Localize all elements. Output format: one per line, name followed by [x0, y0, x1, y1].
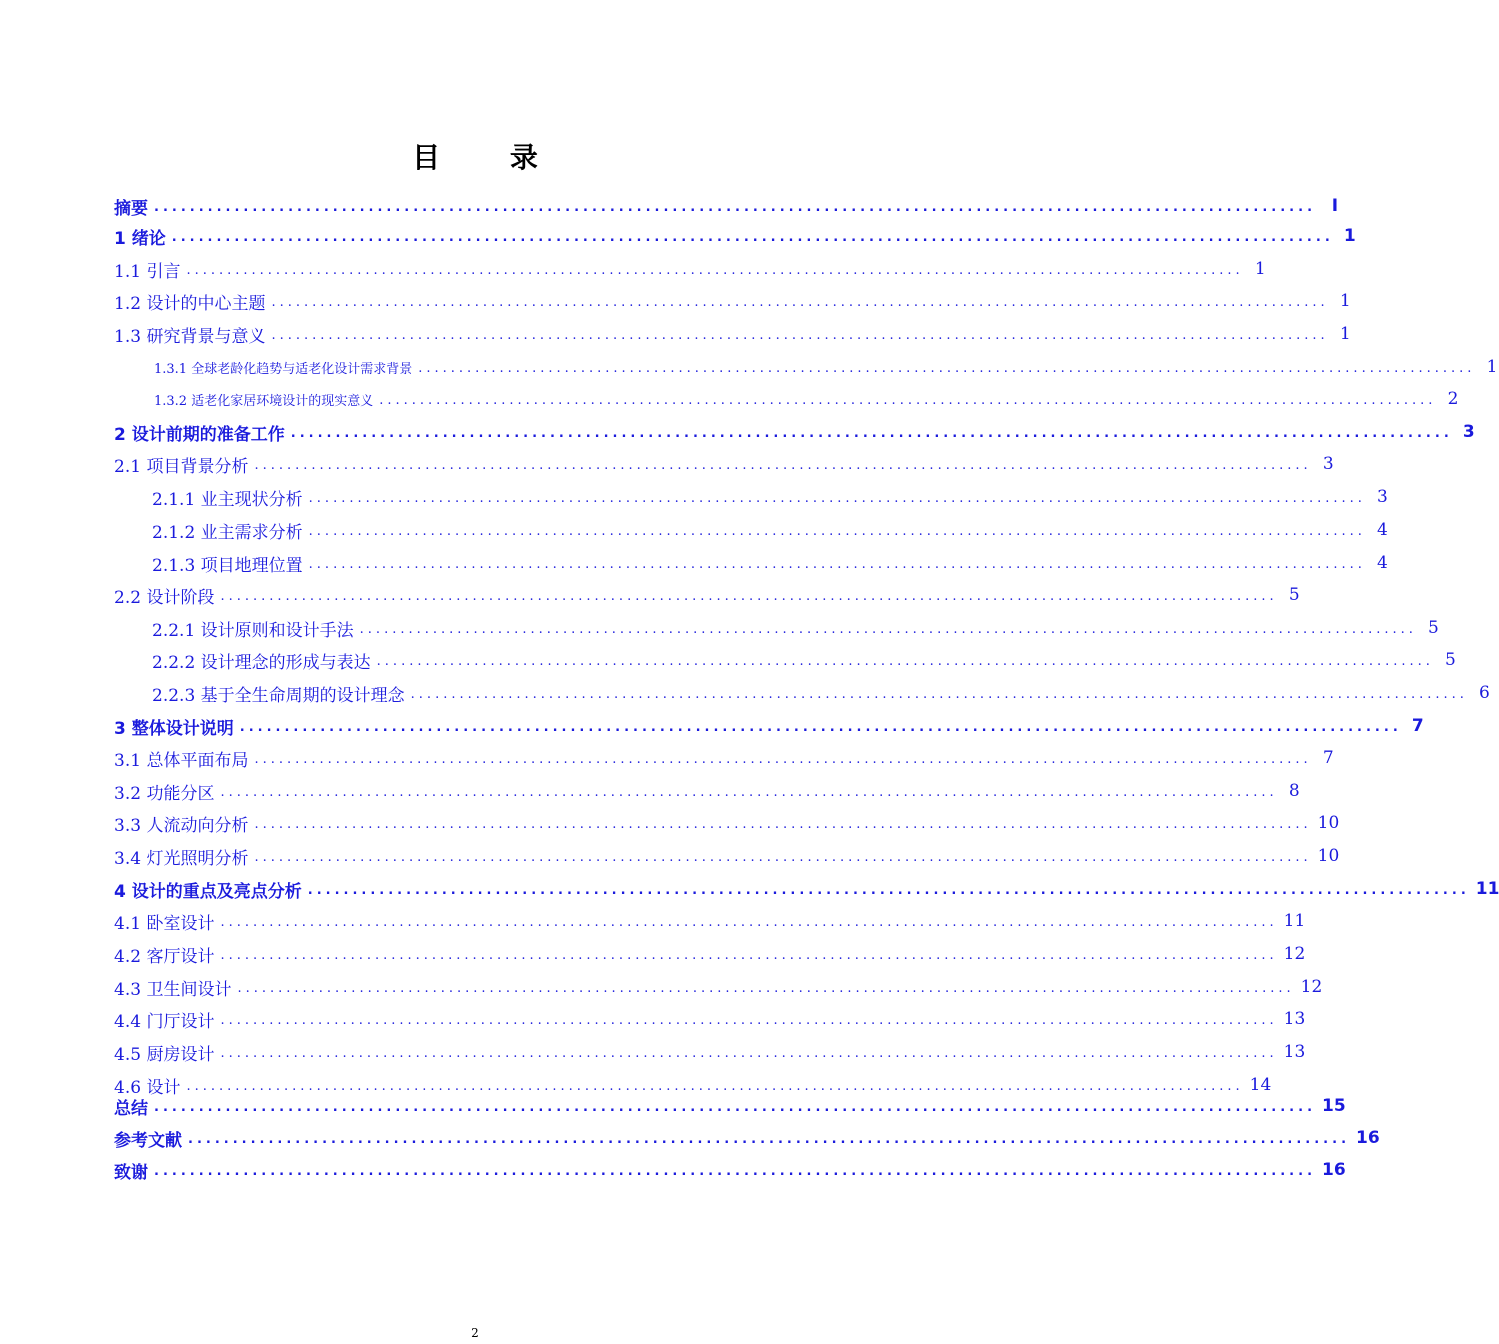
toc-page-number: 10: [1317, 813, 1340, 833]
toc-entry-references[interactable]: [114, 1125, 1380, 1151]
toc-entry-2-2[interactable]: [114, 582, 1300, 608]
toc-label: 1 绪论: [114, 228, 166, 249]
toc-leader: ..................................................................................................................................: [220, 1013, 1278, 1028]
toc-page-number: 1: [1339, 291, 1351, 311]
toc-leader: ..................................................................................................................................: [271, 295, 1329, 310]
toc-label: 3.4 灯光照明分析: [114, 848, 249, 869]
toc-entry-4-4[interactable]: [114, 1006, 1306, 1032]
toc-leader: ..................................................................................................................................: [154, 1100, 1317, 1115]
toc-page-number: 1: [1339, 324, 1351, 344]
toc-leader: ..................................................................................................................................: [237, 981, 1295, 996]
toc-page-number: 13: [1283, 1009, 1306, 1029]
toc-leader: ..................................................................................................................................: [254, 817, 1312, 832]
toc-label: 2.1.3 项目地理位置: [152, 555, 303, 576]
toc-page-number: 11: [1283, 911, 1306, 931]
toc-page-number: 1: [1254, 259, 1266, 279]
toc-page-number: 1: [1343, 226, 1356, 246]
toc-page-number: 12: [1300, 977, 1323, 997]
toc-entry-3-1[interactable]: [114, 745, 1334, 771]
toc-entry-2-1-3[interactable]: [152, 550, 1388, 576]
toc-page-number: 11: [1475, 879, 1499, 899]
toc-entry-3-4[interactable]: [114, 843, 1340, 869]
toc-leader: ..................................................................................................................................: [410, 687, 1468, 702]
toc-leader: ..................................................................................................................................: [254, 752, 1312, 767]
toc-leader: ..................................................................................................................................: [418, 361, 1476, 376]
toc-leader: ..................................................................................................................................: [379, 393, 1437, 408]
toc-page-number: I: [1331, 196, 1339, 216]
toc-entry-4-3[interactable]: [114, 974, 1323, 1000]
toc-leader: ..................................................................................................................................: [254, 850, 1312, 865]
toc-label: 2.2.2 设计理念的形成与表达: [152, 652, 371, 673]
page-number-footer: 2: [471, 1326, 479, 1340]
toc-page-number: 4: [1377, 553, 1388, 573]
toc-entry-2-1[interactable]: [114, 451, 1334, 477]
toc-label: 2 设计前期的准备工作: [114, 424, 285, 445]
toc-leader: ..................................................................................................................................: [188, 1132, 1351, 1147]
toc-leader: ..................................................................................................................................: [271, 328, 1329, 343]
toc-page-number: 1: [1486, 357, 1498, 377]
toc-entry-4-1[interactable]: [114, 908, 1306, 934]
toc-label: 3.3 人流动向分析: [114, 815, 249, 836]
toc-leader: ..................................................................................................................................: [186, 1079, 1244, 1094]
toc-entry-2-2-2[interactable]: [152, 647, 1456, 673]
toc-leader: ..................................................................................................................................: [254, 458, 1312, 473]
toc-label: 1.3 研究背景与意义: [114, 326, 266, 347]
toc-entry-1-3[interactable]: [114, 321, 1351, 347]
toc-label: 4.3 卫生间设计: [114, 979, 232, 1000]
toc-leader: ..................................................................................................................................: [186, 263, 1244, 278]
toc-title: 目 录: [412, 141, 568, 174]
toc-page-number: 16: [1356, 1128, 1380, 1148]
toc-label: 致谢: [114, 1162, 148, 1183]
toc-page-number: 6: [1479, 683, 1490, 703]
toc-page-number: 7: [1322, 748, 1334, 768]
toc-entry-3[interactable]: [114, 713, 1424, 739]
toc-entry-4[interactable]: [114, 876, 1499, 902]
toc-label: 2.2.1 设计原则和设计手法: [152, 620, 354, 641]
toc-entry-3-2[interactable]: [114, 778, 1300, 804]
toc-leader: ..................................................................................................................................: [220, 915, 1278, 930]
toc-label: 4.2 客厅设计: [114, 946, 215, 967]
toc-entry-2-2-3[interactable]: [152, 680, 1490, 706]
toc-entry-abstract[interactable]: [114, 193, 1339, 219]
toc-leader: ..................................................................................................................................: [308, 557, 1366, 572]
toc-label: 1.1 引言: [114, 261, 181, 282]
toc-label: 4.1 卧室设计: [114, 913, 215, 934]
toc-page-number: 5: [1428, 618, 1439, 638]
toc-leader: ..................................................................................................................................: [154, 1164, 1317, 1179]
toc-entry-2-1-1[interactable]: [152, 484, 1388, 510]
toc-page-number: 3: [1377, 487, 1388, 507]
toc-entry-1-3-2[interactable]: [154, 386, 1459, 412]
toc-page-number: 5: [1445, 650, 1456, 670]
toc-entry-4-2[interactable]: [114, 941, 1306, 967]
toc-page-number: 7: [1411, 716, 1424, 736]
toc-label: 总结: [114, 1098, 148, 1119]
toc-entry-acknowledgements[interactable]: [114, 1157, 1346, 1183]
toc-leader: ..................................................................................................................................: [307, 883, 1470, 898]
toc-label: 3.2 功能分区: [114, 783, 215, 804]
toc-leader: ..................................................................................................................................: [220, 589, 1278, 604]
toc-label: 3.1 总体平面布局: [114, 750, 249, 771]
toc-leader: ..................................................................................................................................: [359, 622, 1417, 637]
toc-entry-4-5[interactable]: [114, 1039, 1306, 1065]
toc-leader: ..................................................................................................................................: [220, 1046, 1278, 1061]
toc-leader: ..................................................................................................................................: [308, 491, 1366, 506]
toc-page-number: 10: [1317, 846, 1340, 866]
toc-label: 参考文献: [114, 1130, 182, 1151]
toc-page-number: 14: [1249, 1075, 1272, 1095]
toc-page-number: 2: [1447, 389, 1459, 409]
toc-leader: ..................................................................................................................................: [290, 426, 1453, 441]
toc-label: 2.1 项目背景分析: [114, 456, 249, 477]
toc-label: 摘要: [114, 198, 148, 219]
toc-label: 4.6 设计: [114, 1077, 181, 1098]
toc-leader: ..................................................................................................................................: [308, 524, 1366, 539]
toc-label: 2.1.2 业主需求分析: [152, 522, 303, 543]
toc-page-number: 12: [1283, 944, 1306, 964]
toc-label: 3 整体设计说明: [114, 718, 234, 739]
toc-entry-1-1[interactable]: [114, 256, 1266, 282]
toc-page-number: 5: [1288, 585, 1300, 605]
toc-entry-summary[interactable]: [114, 1093, 1346, 1119]
toc-leader: ..................................................................................................................................: [220, 785, 1278, 800]
toc-entry-2-1-2[interactable]: [152, 517, 1388, 543]
toc-leader: ..................................................................................................................................: [239, 720, 1402, 735]
toc-entry-3-3[interactable]: [114, 810, 1340, 836]
toc-entry-1-3-1[interactable]: [154, 354, 1498, 380]
toc-entry-1-2[interactable]: [114, 288, 1351, 314]
toc-page-number: 4: [1377, 520, 1388, 540]
toc-label: 1.3.1 全球老龄化趋势与适老化设计需求背景: [154, 361, 413, 377]
toc-page-number: 13: [1283, 1042, 1306, 1062]
toc-label: 2.2 设计阶段: [114, 587, 215, 608]
toc-entry-2[interactable]: [114, 419, 1475, 445]
toc-leader: ..................................................................................................................................: [220, 948, 1278, 963]
toc-label: 1.2 设计的中心主题: [114, 293, 266, 314]
toc-leader: ..................................................................................................................................: [171, 230, 1334, 245]
toc-entry-1[interactable]: [114, 223, 1356, 249]
toc-label: 4.5 厨房设计: [114, 1044, 215, 1065]
toc-label: 2.1.1 业主现状分析: [152, 489, 303, 510]
toc-page-number: 3: [1322, 454, 1334, 474]
toc-label: 2.2.3 基于全生命周期的设计理念: [152, 685, 405, 706]
toc-entry-2-2-1[interactable]: [152, 615, 1439, 641]
toc-page-number: 3: [1462, 422, 1475, 442]
toc-leader: ..................................................................................................................................: [154, 200, 1317, 215]
toc-page-number: 8: [1288, 781, 1300, 801]
toc-page-number: 15: [1322, 1096, 1346, 1116]
toc-label: 1.3.2 适老化家居环境设计的现实意义: [154, 393, 374, 409]
toc-page-number: 16: [1322, 1160, 1346, 1180]
toc-leader: ..................................................................................................................................: [376, 654, 1434, 669]
toc-label: 4.4 门厅设计: [114, 1011, 215, 1032]
toc-label: 4 设计的重点及亮点分析: [114, 881, 302, 902]
